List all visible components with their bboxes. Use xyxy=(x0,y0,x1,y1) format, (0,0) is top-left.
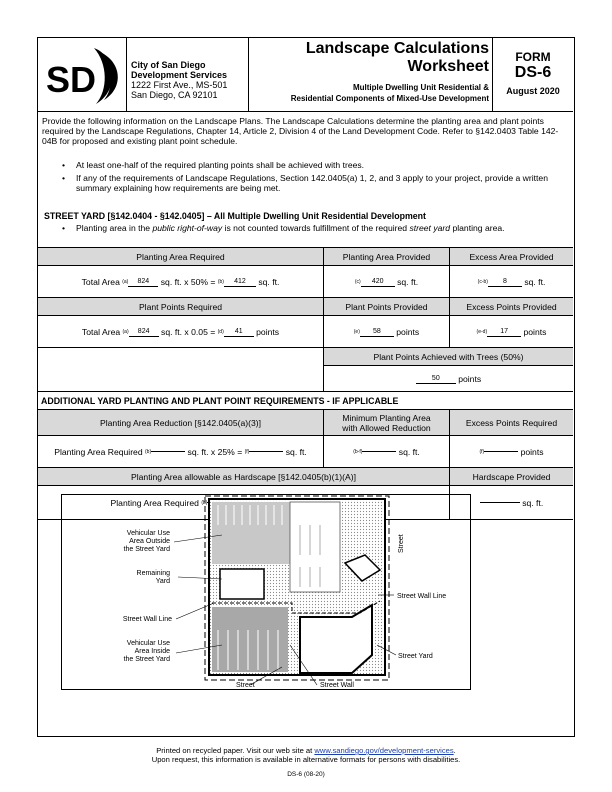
street-yard-area-row xyxy=(38,265,573,297)
parking-outside xyxy=(212,502,290,564)
bullet-item: • If any of the requirements of Landscape Regulations, Section 142.0405(a) 1, 2, and 3 apply to your project, provide a written summary explaining how requirements are being met. xyxy=(62,173,548,193)
trees-points-cell: 50 points xyxy=(324,366,573,392)
label-street-right: Street xyxy=(398,534,405,553)
street-yard-header-row-2 xyxy=(38,297,573,315)
bullet-text: If any of the requirements of Landscape Regulations, Section 142.0405(a) 1, 2, and 3 apply to your project, provide a written summary explaining how requirements are being met. xyxy=(76,173,548,193)
form-code: DS-6 (08-20) xyxy=(287,771,325,778)
title-1: Landscape Calculations xyxy=(305,40,489,57)
label-remaining-1: Remaining xyxy=(136,570,170,577)
reduction-b-field[interactable] xyxy=(151,451,185,452)
hdr-planting-area-provided: Planting Area Provided xyxy=(324,248,450,265)
title-2: Worksheet xyxy=(407,58,489,75)
blank-cell xyxy=(38,348,324,391)
area-calc-cell: Total Area (a) 824 sq. ft. x 50% = (b) 412 sq. ft. xyxy=(38,266,324,297)
planting-area-c-field[interactable]: 420 xyxy=(361,277,395,287)
address-1: 1222 First Ave., MS-501 xyxy=(131,80,228,90)
org-name-2: Development Services xyxy=(131,70,228,80)
excess-points-cell: (e-d) 17 points xyxy=(476,326,547,337)
form-date: August 2020 xyxy=(506,86,560,96)
label-vehicular-inside-3: the Street Yard xyxy=(123,656,170,663)
min-area-bf-field[interactable] xyxy=(362,451,396,452)
label-street-bottom: Street xyxy=(236,682,255,689)
subtitle-2: Residential Components of Mixed-Use Development xyxy=(290,94,489,103)
logo-box xyxy=(38,38,127,112)
city-logo-icon xyxy=(38,38,127,112)
excess-points-ed-field[interactable]: 17 xyxy=(487,327,521,337)
hardscape-calc-cell: Planting Area Required (b) xyxy=(38,486,450,519)
title-box xyxy=(249,38,493,112)
address-2: San Diego, CA 92101 xyxy=(131,90,218,100)
planting-area-b-field[interactable]: 412 xyxy=(224,277,256,287)
excess-area-cell: (c-b) 8 sq. ft. xyxy=(477,276,546,287)
accessibility-note: Upon request, this information is available in alternative formats for persons with disabilities. xyxy=(151,755,461,764)
site-plan-diagram xyxy=(62,495,472,691)
intro-text: Provide the following information on the Landscape Plans. The Landscape Calculations determine the planting area and plant points required by the Landscape Regulations, Chapter 14, Article 2, Division 4 of the Land Development Code. Refer to §142.0403 Table 142-04B for proposed and existing plant point schedule. xyxy=(42,116,559,146)
area-provided-cell: (c) 420 sq. ft. xyxy=(324,266,450,297)
points-calc-cell: Total Area (a) 824 sq. ft. x 0.05 = (d) 41 points xyxy=(38,316,324,347)
excess-required-cell: (f) points xyxy=(479,446,544,457)
hdr-reduction: Planting Area Reduction [§142.0405(a)(3)] xyxy=(38,410,324,435)
hdr-planting-area-required: Planting Area Required xyxy=(38,248,324,265)
label-street-wall-line-right: Street Wall Line xyxy=(397,593,447,600)
street-yard-trees-row xyxy=(38,347,573,391)
additional-title: ADDITIONAL YARD PLANTING AND PLANT POINT REQUIREMENTS - IF APPLICABLE xyxy=(41,396,399,406)
website-link[interactable]: www.sandiego.gov/development-services xyxy=(314,746,454,755)
label-street-wall-line-left: Street Wall Line xyxy=(122,616,172,623)
hdr-hardscape-allowable: Planting Area allowable as Hardscape [§142.0405(b)(1)(A)] xyxy=(38,468,450,485)
hardscape-provided-cell: sq. ft. xyxy=(450,486,573,519)
intro-bullets xyxy=(62,160,568,196)
form-id-box xyxy=(493,38,573,112)
label-vehicular-outside-2: Area Outside xyxy=(129,538,170,545)
additional-header-row-2 xyxy=(38,467,573,485)
hdr-points-with-trees: Plant Points Achieved with Trees (50%) xyxy=(324,348,573,366)
min-area-cell: (b-f) sq. ft. xyxy=(324,436,450,467)
trees-points-field[interactable]: 50 xyxy=(416,374,456,384)
hdr-excess-area-provided: Excess Area Provided xyxy=(450,248,573,265)
reduction-calc-cell: Planting Area Required (b) sq. ft. x 25% = (f) sq. ft. xyxy=(38,436,324,467)
hdr-plant-points-provided: Plant Points Provided xyxy=(324,298,450,315)
remaining-yard xyxy=(220,569,264,599)
header xyxy=(38,38,573,112)
total-area-a-field[interactable]: 824 xyxy=(128,277,158,287)
org-info xyxy=(127,38,249,112)
points-provided-cell: (e) 58 points xyxy=(324,316,450,347)
additional-header-row-1 xyxy=(38,409,573,435)
form-number: DS-6 xyxy=(514,64,552,81)
label-remaining-2: Yard xyxy=(155,578,170,585)
hdr-excess-points-required: Excess Points Required xyxy=(450,410,573,435)
diagram-frame xyxy=(61,494,471,690)
label-street-yard: Street Yard xyxy=(398,653,433,660)
hdr-hardscape-provided: Hardscape Provided xyxy=(450,468,573,485)
org-name-1: City of San Diego xyxy=(131,60,206,70)
driveway xyxy=(290,502,340,592)
street-yard-points-row xyxy=(38,315,573,347)
label-vehicular-inside-2: Area Inside xyxy=(134,648,170,655)
total-area-a2-field[interactable]: 824 xyxy=(129,327,159,337)
excess-area-cb-field[interactable]: 8 xyxy=(488,277,522,287)
plant-points-d-field[interactable]: 41 xyxy=(224,327,254,337)
bullet-item: • At least one-half of the required planting points shall be achieved with trees. xyxy=(62,160,365,170)
parking-inside xyxy=(212,607,288,672)
hdr-excess-points-provided: Excess Points Provided xyxy=(450,298,573,315)
divider xyxy=(38,391,573,392)
footer: Printed on recycled paper. Visit our web site at www.sandiego.gov/development-services. Upon request, this information is available in alternative formats for persons with disabilities. xyxy=(0,746,612,764)
street-yard-note: • Planting area in the public right-of-way is not counted towards fulfillment of the required street yard planting area. xyxy=(62,223,505,233)
reduction-row xyxy=(38,435,573,467)
subtitle-1: Multiple Dwelling Unit Residential & xyxy=(352,83,489,92)
street-yard-title: STREET YARD [§142.0404 - §142.0405] – All Multiple Dwelling Unit Residential Development xyxy=(44,211,426,221)
label-vehicular-outside-3: the Street Yard xyxy=(123,546,170,553)
plant-points-e-field[interactable]: 58 xyxy=(360,327,394,337)
excess-required-field[interactable] xyxy=(484,451,518,452)
label-vehicular-inside-1: Vehicular Use xyxy=(126,640,170,647)
form-label: FORM xyxy=(515,50,551,64)
hdr-plant-points-required: Plant Points Required xyxy=(38,298,324,315)
street-yard-header-row-1 xyxy=(38,247,573,265)
label-vehicular-outside-1: Vehicular Use xyxy=(126,530,170,537)
logo-text: SD xyxy=(46,59,97,100)
reduction-f-field[interactable] xyxy=(249,451,283,452)
bullet-text: At least one-half of the required planting points shall be achieved with trees. xyxy=(76,160,365,170)
hdr-min-area: Minimum Planting Area with Allowed Reduction xyxy=(324,410,450,435)
label-street-wall: Street Wall xyxy=(320,682,354,689)
hardscape-provided-field[interactable] xyxy=(480,502,520,503)
